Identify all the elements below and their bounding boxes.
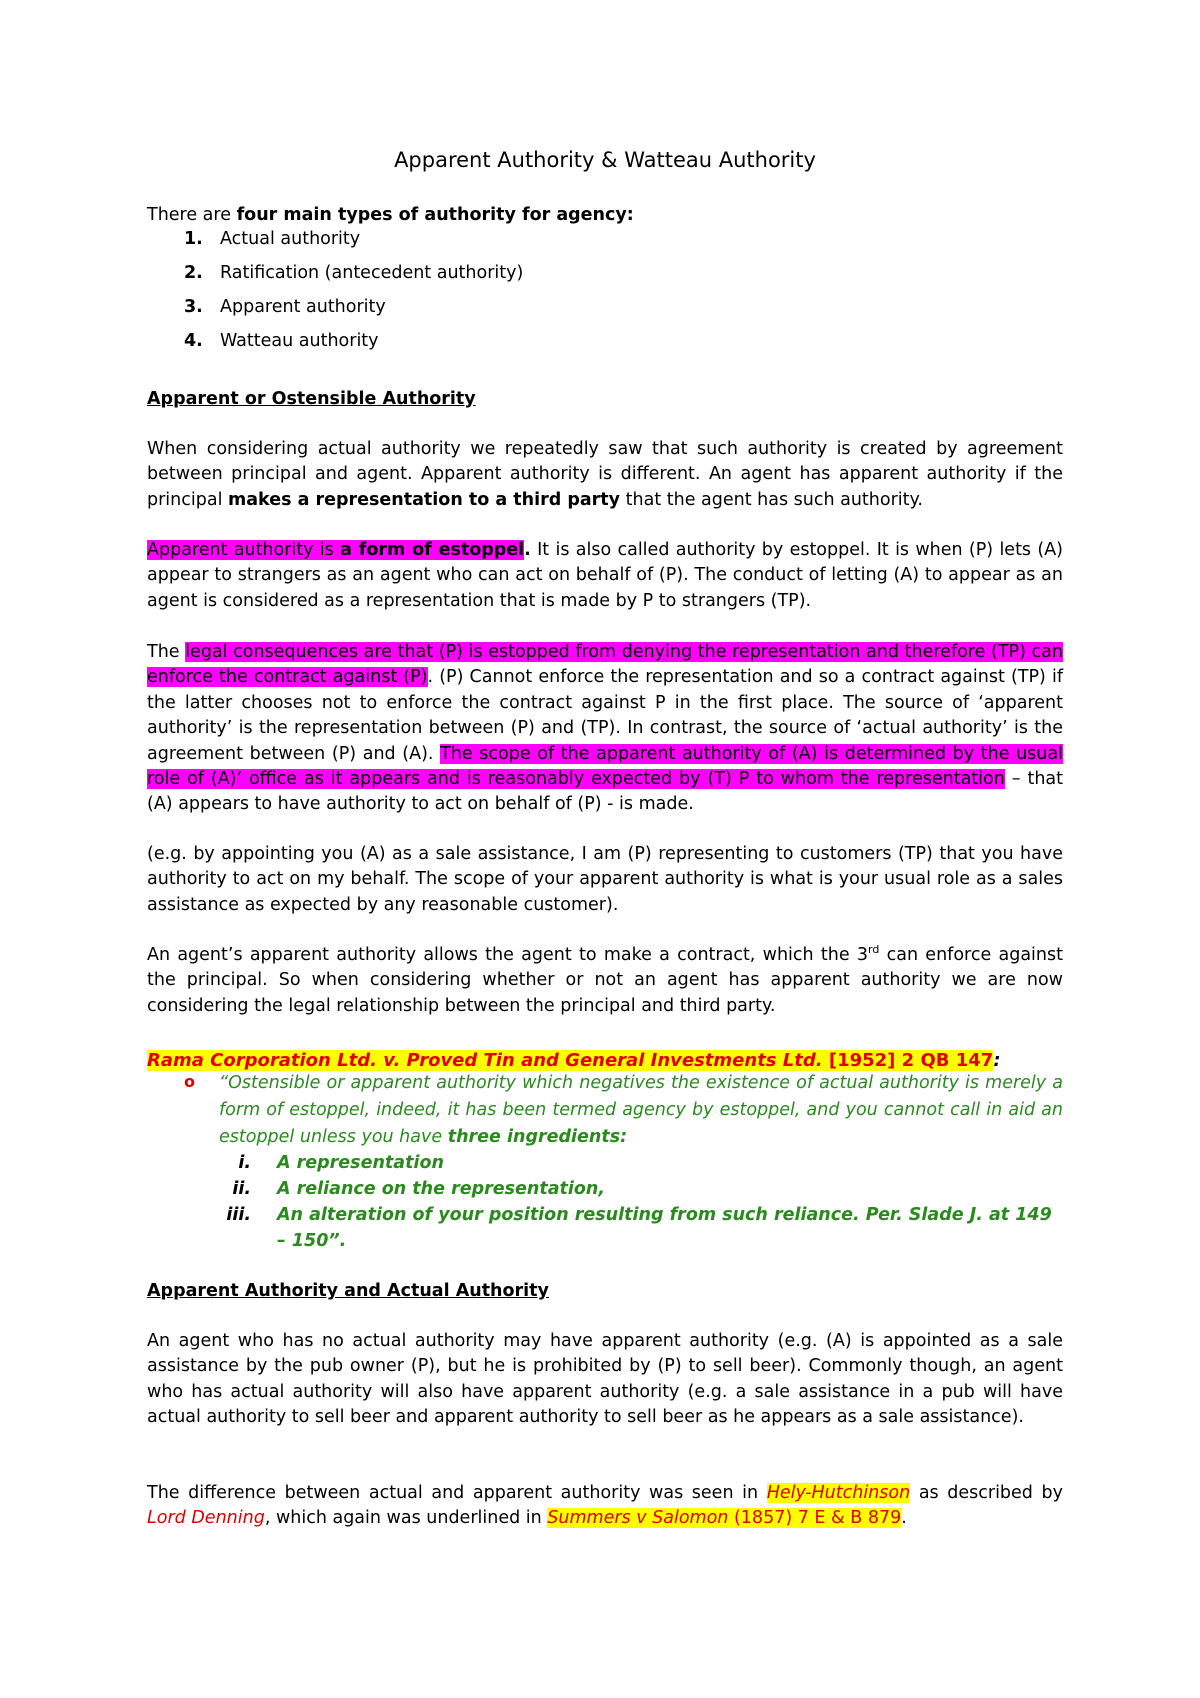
list-item (184, 328, 523, 362)
authority-types-list (184, 226, 523, 362)
highlight-magenta: Apparent authority is (147, 540, 341, 560)
text-run: as described by (910, 1483, 1063, 1503)
paragraph-difference (147, 1481, 1063, 1532)
paragraph-legal-consequences (147, 640, 1063, 818)
list-item (184, 226, 523, 260)
section-heading-apparent: Apparent or Ostensible Authority (147, 389, 476, 409)
highlight-magenta-bold: a form of estoppel (340, 540, 525, 560)
paragraph-no-actual-authority: An agent who has no actual authority may have apparent authority (e.g. (A) is appointed as a sale assistance by the pub owner (P), but he is prohibited by (P) to sell beer). Commonly though, an agent who has actual authority will also have apparent authority (e.g. a sale assistance in a pub will have actual authority to sell beer and apparent authority to sell beer as he appears as a sale assistance). (147, 1331, 1063, 1428)
list-number: iii. (226, 1205, 251, 1225)
text-run: . (524, 540, 531, 560)
list-number: 2. (184, 263, 203, 283)
ingredients-list (219, 1150, 1063, 1254)
list-number: 3. (184, 297, 203, 317)
case-cite: [1952] 2 QB 147 (822, 1050, 994, 1071)
text-run: . (P) Cannot enforce the representation and so a contract against (TP) if the latter chooses not to enforce the contract against P in the first place. The source of ‘apparent authority’ is the representation between (P) and (TP). In contrast, the source of ‘actual authority’ is the agreement between (P) and (A). (147, 667, 1063, 764)
text-run: When considering actual authority we repeatedly saw that such authority is created by agreement between principal and agent. Apparent authority is different. An agent has apparent authority if the principal (147, 439, 1063, 510)
text-run: The difference between actual and apparent authority was seen in (147, 1483, 767, 1503)
list-number: ii. (232, 1179, 251, 1199)
intro-bold: four main types of authority for agency: (236, 205, 634, 225)
text-run: : (993, 1050, 1001, 1071)
list-label: A reliance on the representation, (277, 1179, 606, 1199)
paragraph-agent-authority (147, 943, 1063, 1019)
case-name: Rama Corporation Ltd. v. Proved Tin and General Investments Ltd. (147, 1050, 823, 1071)
quote-text: “Ostensible or apparent authority which negatives the existence of actual authority is merely a form of estoppel, indeed, it has been termed agency by estoppel, and you cannot call in aid an estoppel unless you have (219, 1073, 1063, 1147)
list-number: 1. (184, 229, 203, 249)
list-label: Actual authority (220, 229, 361, 249)
list-label: A representation (277, 1153, 444, 1173)
superscript: rd (868, 943, 880, 957)
highlight-magenta: legal consequences are that (P) is estopped from denying the representation and therefore (TP) can enforce the contract against (P) (147, 642, 1063, 688)
case-cite: (1857) 7 E & B 879 (728, 1508, 902, 1529)
list-item (219, 1176, 1063, 1202)
text-run-bold: makes a representation to a third party (228, 489, 621, 510)
highlight-magenta: The scope of the apparent authority of (A) is determined by the usual role of (A)’ office as it appears and is reasonably expected by (T) P to whom the representation (147, 743, 1063, 790)
bullet-icon: o (184, 1072, 195, 1091)
text-run: . (901, 1508, 907, 1529)
text-run: It is also called authority by estoppel. It is when (P) lets (A) appear to strangers as an agent who can act on behalf of (P). The conduct of letting (A) to appear as an agent is considered as a representation that is made by P to strangers (TP). (147, 540, 1063, 611)
list-number: 4. (184, 331, 203, 351)
intro-line (147, 202, 634, 228)
judge-name: Lord Denning (147, 1508, 265, 1529)
case-link-text: Hely-Hutchinson (766, 1483, 911, 1503)
list-number: i. (238, 1153, 251, 1173)
list-item (219, 1150, 1063, 1176)
text-run: – that (A) appears to have authority to act on behalf of (P) - is made. (147, 769, 1063, 815)
text-run: , which again was underlined in (264, 1508, 548, 1529)
case-name: Summers v Salomon (547, 1508, 729, 1529)
quote-bold: three ingredients: (447, 1127, 628, 1147)
text-run: The (147, 642, 186, 662)
list-label: Apparent authority (220, 297, 386, 317)
list-item (184, 294, 523, 328)
list-item (219, 1202, 1063, 1254)
text-run: can enforce against the principal. So when considering whether or not an agent has apparent authority we are now considering the legal relationship between the principal and third party. (147, 945, 1063, 1016)
text-run: An agent’s apparent authority allows the agent to make a contract, which the 3 (147, 945, 869, 965)
case-quote (219, 1070, 1063, 1151)
paragraph-apparent-intro (147, 437, 1063, 513)
page-title: Apparent Authority & Watteau Authority (394, 148, 816, 172)
paragraph-example: (e.g. by appointing you (A) as a sale assistance, I am (P) representing to customers (TP) that you have authority to act on my behalf. The scope of your apparent authority is what is your usual role as a sales assistance as expected by any reasonable customer). (147, 844, 1063, 915)
intro-prefix: There are (147, 205, 237, 225)
list-label: An alteration of your position resulting from such reliance. Per. Slade J. at 149 – 150”. (277, 1205, 1052, 1251)
list-item (184, 260, 523, 294)
paragraph-estoppel (147, 538, 1063, 614)
text-run: that the agent has such authority. (620, 489, 923, 510)
section-heading-apparent-actual: Apparent Authority and Actual Authority (147, 1281, 549, 1301)
list-label: Watteau authority (220, 331, 379, 351)
list-label: Ratification (antecedent authority) (220, 263, 524, 283)
